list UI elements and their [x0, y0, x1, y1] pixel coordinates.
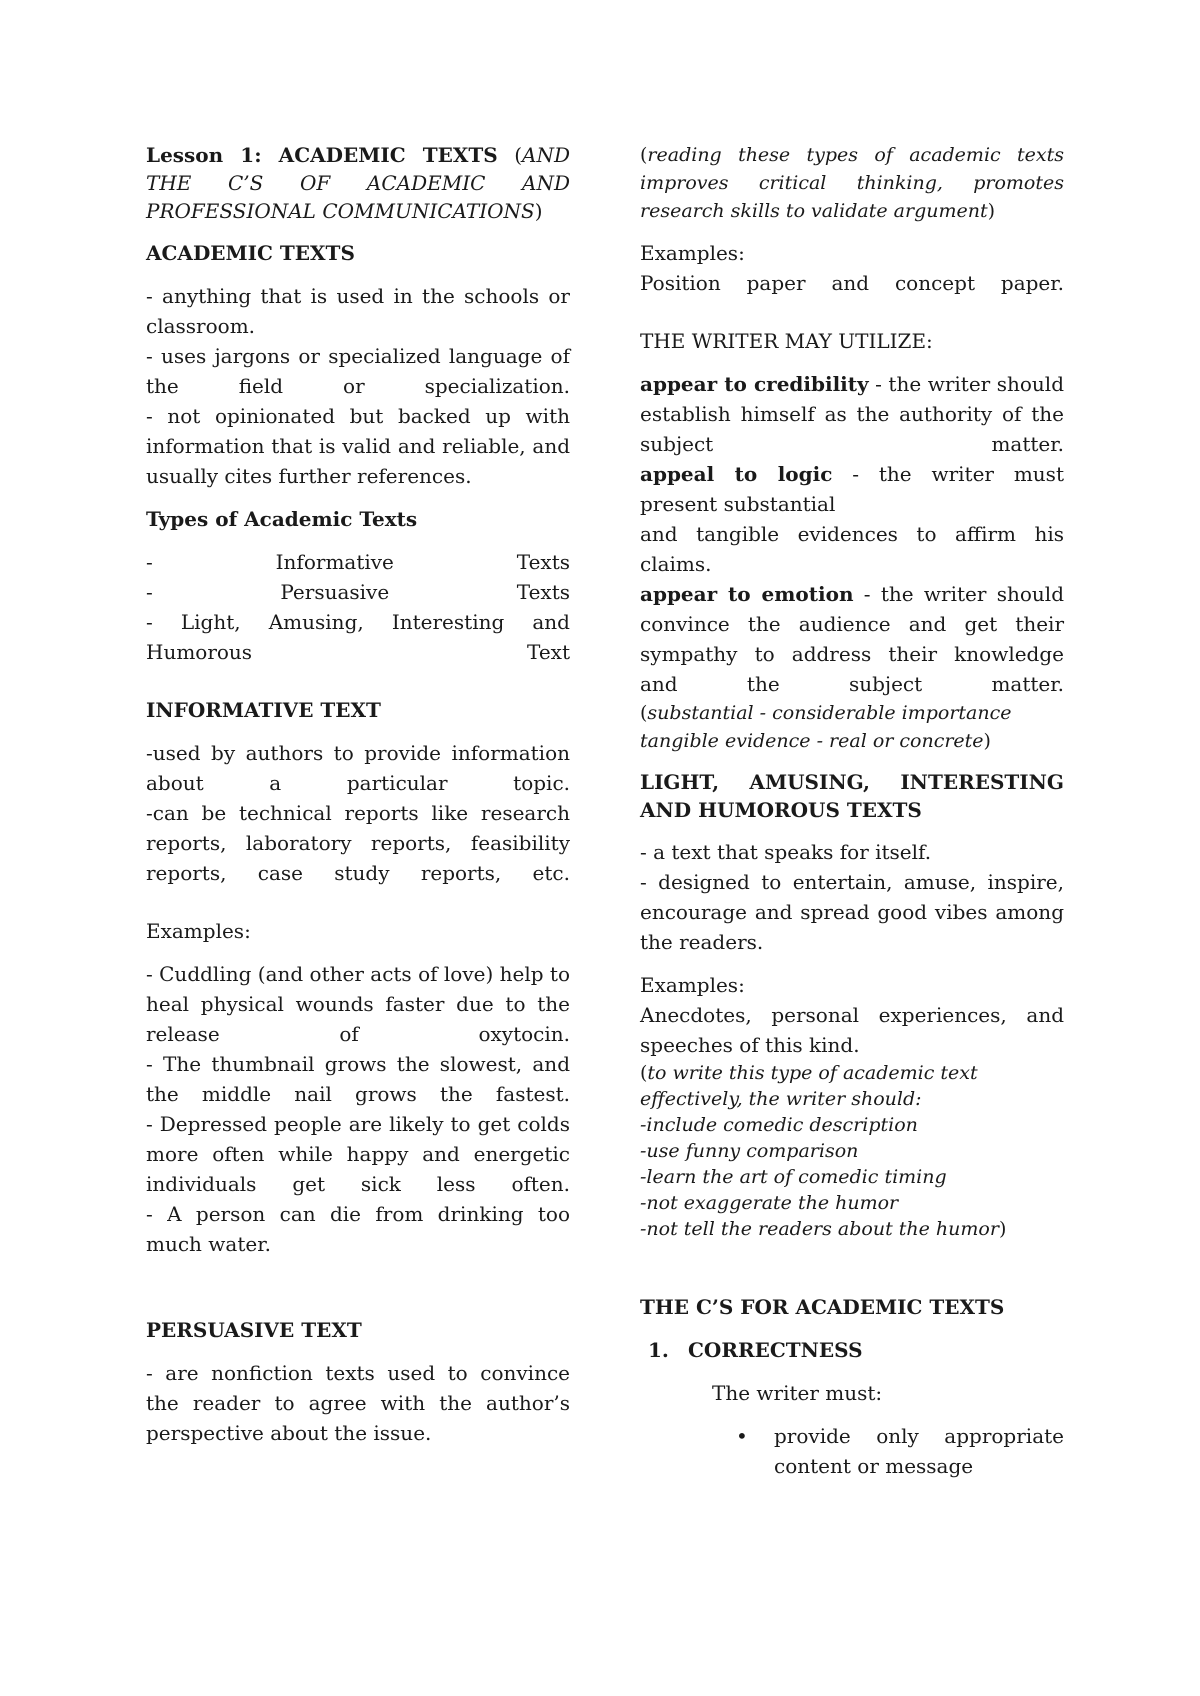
tip-item: -include comedic description [640, 1114, 918, 1136]
example-item: - Depressed people are likely to get colds more often while happy and energetic individuals get sick less often. [146, 1112, 570, 1196]
example-item: - The thumbnail grows the slowest, and the middle nail grows the fastest. [146, 1052, 570, 1106]
left-column [146, 141, 570, 1448]
lesson-title [146, 141, 570, 225]
tips-close-paren: ) [998, 1218, 1007, 1240]
lesson-subtitle: AND THE C’S OF ACADEMIC AND PROFESSIONAL COMMUNICATIONS [146, 143, 570, 223]
example-item: - Cuddling (and other acts of love) help to heal physical wounds faster due to the release of oxytocin. [146, 962, 570, 1046]
logic-paragraph [640, 459, 1064, 519]
emotion-term: appear to emotion [640, 582, 854, 606]
type-item: - Informative Texts [146, 550, 570, 574]
tips-intro [640, 1060, 1064, 1112]
credibility-term: appear to credibility [640, 372, 869, 396]
utilize-heading: THE WRITER MAY UTILIZE: [640, 329, 933, 353]
examples-label: Examples: [640, 241, 745, 265]
credibility-paragraph [640, 369, 1064, 459]
informative-heading: INFORMATIVE TEXT [146, 698, 381, 722]
light-examples-text: Anecdotes, personal experiences, and speeches of this kind. [640, 1003, 1064, 1057]
cs-item-title: CORRECTNESS [688, 1338, 863, 1362]
reading-note [640, 141, 1064, 225]
glossary-line: tangible evidence - real or concrete [640, 730, 984, 752]
tips-open-paren: ( [640, 1062, 648, 1084]
types-heading: Types of Academic Texts [146, 507, 418, 531]
glossary-close-paren: ) [983, 730, 991, 752]
informative-point: -can be technical reports like research reports, laboratory reports, feasibility reports, case study reports, etc. [146, 801, 570, 885]
academic-point: - uses jargons or specialized language of the field or specialization. [146, 344, 570, 398]
persuasive-text: - are nonfiction texts used to convince the reader to agree with the author’s perspective about the issue. [146, 1361, 570, 1445]
reading-note-text: reading these types of academic texts improves critical thinking, promotes research skills to validate argument [640, 144, 1064, 222]
academic-texts-heading: ACADEMIC TEXTS [146, 241, 355, 265]
reading-close-paren: ) [987, 200, 996, 222]
academic-point: - not opinionated but backed up with information that is valid and reliable, and usually cites further references. [146, 404, 570, 488]
logic-paragraph-continued: and tangible evidences to affirm his claims. [640, 522, 1064, 576]
tip-item: -not tell the readers about the humor [640, 1218, 999, 1240]
right-column [640, 141, 1064, 1481]
academic-point: - anything that is used in the schools or classroom. [146, 284, 570, 338]
tip-item: -use funny comparison [640, 1140, 859, 1162]
lesson-label: Lesson 1: ACADEMIC TEXTS [146, 143, 498, 167]
tip-item-last [640, 1216, 1064, 1242]
tips-intro-text: to write this type of academic text effectively, the writer should: [640, 1062, 978, 1110]
examples-text: Position paper and concept paper. [640, 271, 1064, 295]
glossary-open-paren: ( [640, 702, 648, 724]
emotion-paragraph [640, 579, 1064, 699]
writer-must: The writer must: [712, 1381, 883, 1405]
type-item: - Light, Amusing, Interesting and Humorous Text [146, 610, 570, 664]
cs-item-number: 1. [648, 1338, 669, 1362]
informative-point: -used by authors to provide information about a particular topic. [146, 741, 570, 795]
reading-open-paren: ( [640, 144, 648, 166]
example-item: - A person can die from drinking too much water. [146, 1202, 570, 1256]
glossary-line: substantial - considerable importance [647, 702, 1012, 724]
light-heading: LIGHT, AMUSING, INTERESTING AND HUMOROUS TEXTS [640, 770, 1064, 822]
light-point: - a text that speaks for itself. [640, 840, 932, 864]
cs-heading: THE C’S FOR ACADEMIC TEXTS [640, 1295, 1005, 1319]
tip-item: -not exaggerate the humor [640, 1192, 899, 1214]
lesson-open-paren: ( [497, 143, 522, 167]
bullet-text: provide only appropriate content or message [774, 1424, 1064, 1478]
emotion-text: - the writer should convince the audience and get their sympathy to address their knowledge and the subject matter. [640, 582, 1064, 696]
logic-text: - the writer must present substantial [640, 462, 1064, 516]
cs-item [640, 1335, 1064, 1365]
bullet-symbol: • [736, 1424, 748, 1448]
tips-note [640, 1060, 1064, 1242]
type-item: - Persuasive Texts [146, 580, 570, 604]
credibility-text: - the writer should establish himself as the authority of the subject matter. [640, 372, 1065, 456]
logic-term: appeal to logic [640, 462, 833, 486]
bullet-item [640, 1421, 1064, 1481]
tip-item: -learn the art of comedic timing [640, 1166, 947, 1188]
examples-label: Examples: [146, 919, 251, 943]
persuasive-heading: PERSUASIVE TEXT [146, 1318, 362, 1342]
lesson-close-paren: ) [534, 199, 543, 223]
glossary-note [640, 699, 1064, 755]
light-point: - designed to entertain, amuse, inspire, encourage and spread good vibes among the readers. [640, 870, 1064, 954]
light-examples-label: Examples: [640, 973, 745, 997]
